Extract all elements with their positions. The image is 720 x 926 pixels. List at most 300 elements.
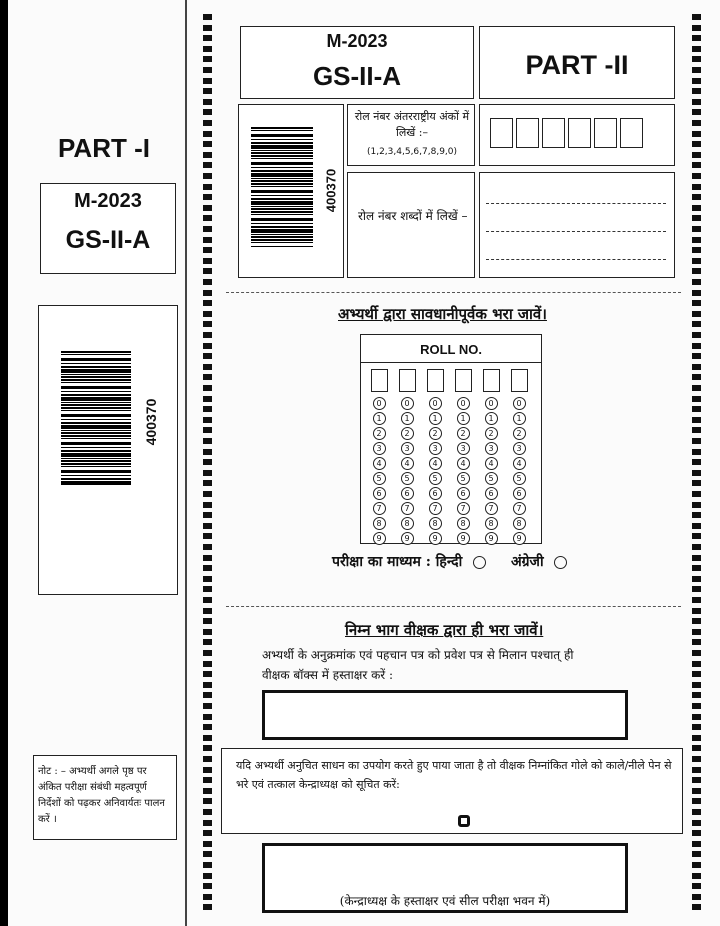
stub-barcode-number: 400370 [143, 398, 159, 446]
timing-mark [692, 714, 701, 720]
header-paper-code: GS-II-A [312, 61, 402, 91]
roll-bubble[interactable]: 8 [485, 517, 498, 530]
roll-bubble[interactable]: 2 [513, 427, 526, 440]
barcode-bar [251, 134, 313, 137]
stub-barcode [61, 351, 131, 486]
roll-bubble[interactable]: 1 [429, 412, 442, 425]
scan-edge-left [0, 0, 8, 926]
roll-digit-box[interactable] [594, 118, 617, 148]
barcode-bar [251, 239, 313, 241]
timing-mark [692, 321, 701, 327]
roll-bubble[interactable]: 3 [401, 442, 414, 455]
roll-digits-label: रोल नंबर अंतरराष्ट्रीय अंकों में लिखें :– [354, 110, 470, 139]
timing-mark [203, 798, 212, 804]
timing-mark [692, 247, 701, 253]
roll-bubble[interactable]: 6 [457, 487, 470, 500]
timing-mark [692, 353, 701, 359]
timing-mark [692, 618, 701, 624]
roll-bubble[interactable]: 0 [457, 397, 470, 410]
timing-mark [203, 491, 212, 497]
timing-mark [203, 830, 212, 836]
roll-digit-write-box[interactable] [455, 369, 472, 392]
roll-bubble[interactable]: 0 [401, 397, 414, 410]
roll-digit-box[interactable] [568, 118, 591, 148]
stub-code-box [40, 183, 176, 274]
timing-mark [692, 639, 701, 645]
roll-bubble[interactable]: 9 [401, 532, 414, 545]
invigilator-instruction: अभ्यर्थी के अनुक्रमांक एवं पहचान पत्र को प्रवेश पत्र से मिलान पश्चात् ही वीक्षक बॉक्स में हस्ताक्षर करें : [262, 648, 574, 682]
roll-bubble[interactable]: 0 [485, 397, 498, 410]
timing-mark [203, 502, 212, 508]
timing-mark [203, 735, 212, 741]
barcode-bar [61, 447, 131, 448]
barcode-bar [251, 186, 313, 187]
barcode-bar [61, 475, 131, 476]
roll-bubble[interactable]: 8 [373, 517, 386, 530]
timing-mark [203, 343, 212, 349]
barcode-bar [61, 430, 131, 431]
barcode-bar [251, 150, 313, 151]
barcode-bar [61, 422, 131, 424]
barcode-bar [61, 470, 131, 473]
roll-bubble[interactable]: 6 [485, 487, 498, 500]
medium-english-radio[interactable] [554, 556, 567, 569]
roll-bubble[interactable]: 5 [429, 472, 442, 485]
timing-mark [203, 597, 212, 603]
roll-bubble[interactable]: 4 [513, 457, 526, 470]
roll-bubble[interactable]: 3 [485, 442, 498, 455]
timing-mark [203, 841, 212, 847]
timing-mark [203, 131, 212, 137]
timing-mark [203, 35, 212, 41]
barcode-bar [61, 382, 131, 383]
barcode-bar [251, 130, 313, 131]
roll-words-entry-box[interactable] [479, 172, 675, 278]
timing-mark [203, 215, 212, 221]
barcode-bar [61, 407, 131, 409]
barcode-bar [61, 478, 131, 480]
timing-mark [203, 714, 212, 720]
roll-bubble[interactable]: 4 [485, 457, 498, 470]
barcode-bar [251, 208, 313, 210]
roll-words-label-box [347, 172, 475, 278]
barcode-bar [251, 183, 313, 185]
timing-mark [692, 311, 701, 317]
timing-mark [203, 544, 212, 550]
header-barcode-number: 400370 [323, 168, 339, 213]
barcode-bar [251, 178, 313, 179]
timing-mark [203, 237, 212, 243]
timing-mark [203, 555, 212, 561]
timing-mark [203, 904, 212, 910]
roll-bubble[interactable]: 9 [513, 532, 526, 545]
timing-mark [203, 374, 212, 380]
roll-bubble[interactable]: 5 [485, 472, 498, 485]
barcode-bar [61, 369, 131, 373]
timing-mark [203, 661, 212, 667]
stub-exam-code: M-2023 [74, 190, 142, 212]
roll-bubble[interactable]: 7 [401, 502, 414, 515]
barcode-bar [251, 170, 313, 172]
timing-mark [203, 205, 212, 211]
timing-mark [203, 396, 212, 402]
invigilator-signature-box[interactable] [262, 690, 628, 740]
barcode-bar [251, 180, 313, 182]
timing-mark [692, 820, 701, 826]
timing-mark [203, 184, 212, 190]
timing-mark [692, 841, 701, 847]
timing-mark [203, 777, 212, 783]
roll-bubble[interactable]: 8 [513, 517, 526, 530]
stub-paper-code: GS-II-A [65, 226, 151, 254]
timing-mark [203, 756, 212, 762]
timing-mark [692, 862, 701, 868]
roll-bubble[interactable]: 0 [373, 397, 386, 410]
timing-mark [692, 78, 701, 84]
timing-mark [203, 639, 212, 645]
roll-bubble[interactable]: 8 [457, 517, 470, 530]
timing-mark [203, 162, 212, 168]
barcode-bar [251, 218, 313, 221]
timing-mark [692, 597, 701, 603]
timing-mark [692, 756, 701, 762]
timing-mark [203, 78, 212, 84]
roll-bubble[interactable]: 1 [513, 412, 526, 425]
roll-grid-title: ROLL NO. [420, 342, 482, 357]
stub-barcode-box [38, 305, 178, 595]
timing-mark [692, 650, 701, 656]
header-part-box [479, 26, 675, 99]
stub-note-box [33, 755, 177, 840]
timing-mark [692, 237, 701, 243]
timing-mark [692, 364, 701, 370]
roll-bubble[interactable]: 9 [485, 532, 498, 545]
unfair-means-box [221, 748, 683, 834]
roll-bubble[interactable]: 2 [429, 427, 442, 440]
timing-mark [203, 692, 212, 698]
timing-mark [203, 364, 212, 370]
stub-part-label: PART -I [58, 133, 150, 163]
timing-mark [692, 788, 701, 794]
roll-bubble[interactable]: 7 [513, 502, 526, 515]
roll-bubble[interactable]: 3 [513, 442, 526, 455]
barcode-bar [61, 374, 131, 375]
timing-mark [692, 300, 701, 306]
timing-mark [203, 883, 212, 889]
timing-mark [692, 343, 701, 349]
roll-bubble[interactable]: 9 [457, 532, 470, 545]
timing-mark [692, 830, 701, 836]
timing-mark [203, 406, 212, 412]
roll-bubble[interactable]: 5 [513, 472, 526, 485]
barcode-bar [251, 167, 313, 168]
barcode-bar [61, 351, 131, 353]
barcode-bar [251, 158, 313, 159]
roll-bubble[interactable]: 7 [457, 502, 470, 515]
roll-digit-column [508, 369, 530, 547]
roll-digit-write-box[interactable] [483, 369, 500, 392]
barcode-bar [61, 402, 131, 403]
barcode-bar [251, 155, 313, 157]
roll-bubble[interactable]: 3 [457, 442, 470, 455]
header-barcode-box [238, 104, 344, 278]
roll-digit-column [452, 369, 474, 547]
barcode-bar [251, 139, 313, 140]
timing-mark [692, 194, 701, 200]
timing-mark [203, 724, 212, 730]
timing-mark [692, 809, 701, 815]
barcode-bar [251, 246, 313, 247]
stub-note-text: नोट : – अभ्यर्थी अगले पृष्ठ पर अंकित परीक्षा संबंधी महत्वपूर्ण निर्देशों को पढ़कर अनिवार्यतः पालन करें । [38, 766, 165, 825]
roll-bubble[interactable]: 1 [373, 412, 386, 425]
roll-bubble-columns [368, 369, 530, 547]
roll-bubble[interactable]: 1 [457, 412, 470, 425]
timing-mark [203, 279, 212, 285]
timing-mark [203, 480, 212, 486]
roll-digit-write-box[interactable] [371, 369, 388, 392]
timing-mark [203, 459, 212, 465]
roll-bubble[interactable]: 9 [373, 532, 386, 545]
timing-mark [692, 162, 701, 168]
roll-bubble[interactable]: 0 [429, 397, 442, 410]
timing-mark [692, 427, 701, 433]
roll-bubble[interactable]: 7 [429, 502, 442, 515]
barcode-bar [61, 376, 131, 378]
roll-bubble[interactable]: 6 [401, 487, 414, 500]
roll-bubble[interactable]: 4 [401, 457, 414, 470]
roll-bubble[interactable]: 0 [513, 397, 526, 410]
roll-bubble[interactable]: 1 [485, 412, 498, 425]
timing-mark [692, 661, 701, 667]
barcode-bar [251, 142, 313, 144]
roll-bubble[interactable]: 8 [401, 517, 414, 530]
roll-digits-entry-box [479, 104, 675, 166]
roll-digit-box[interactable] [516, 118, 539, 148]
perforation-line [185, 0, 187, 926]
timing-mark [203, 523, 212, 529]
barcode-bar [251, 127, 313, 129]
barcode-bar [251, 190, 313, 193]
roll-bubble[interactable]: 2 [457, 427, 470, 440]
timing-mark [203, 25, 212, 31]
timing-mark [692, 268, 701, 274]
timing-mark [692, 258, 701, 264]
timing-mark [692, 141, 701, 147]
roll-bubble[interactable]: 4 [457, 457, 470, 470]
timing-mark [203, 438, 212, 444]
barcode-bar [61, 404, 131, 406]
timing-mark [692, 226, 701, 232]
timing-mark [203, 608, 212, 614]
barcode-bar [61, 358, 131, 361]
barcode-bar [61, 450, 131, 452]
roll-digits-hint: (1,2,3,4,5,6,7,8,9,0) [366, 147, 458, 157]
superintendent-signature-box[interactable] [262, 843, 628, 913]
barcode-bar [61, 366, 131, 368]
barcode-bar [61, 453, 131, 457]
timing-mark [692, 25, 701, 31]
timing-mark [692, 374, 701, 380]
timing-mark [692, 131, 701, 137]
timing-mark [692, 417, 701, 423]
timing-mark [203, 311, 212, 317]
timing-mark [692, 576, 701, 582]
timing-mark [203, 247, 212, 253]
timing-mark [203, 533, 212, 539]
unfair-means-bubble[interactable] [458, 815, 470, 827]
roll-digit-write-box[interactable] [399, 369, 416, 392]
roll-bubble[interactable]: 4 [429, 457, 442, 470]
invigilator-heading: निम्न भाग वीक्षक द्वारा ही भरा जावें। [345, 621, 544, 639]
timing-mark [692, 396, 701, 402]
roll-words-line [486, 259, 666, 260]
barcode-bar [61, 414, 131, 417]
timing-mark [692, 904, 701, 910]
roll-digit-column [396, 369, 418, 547]
timing-mark [203, 14, 212, 20]
barcode-bar [251, 242, 313, 243]
roll-bubble[interactable]: 6 [513, 487, 526, 500]
roll-bubble[interactable]: 3 [429, 442, 442, 455]
unfair-means-text: यदि अभ्यर्थी अनुचित साधन का उपयोग करते हुए पाया जाता है तो वीक्षक निम्नांकित गोले को काले/नीले पेन से भरे एवं तत्काल केन्द्राध्यक्ष को सूचित करें: [236, 759, 672, 791]
timing-mark [692, 449, 701, 455]
timing-mark [203, 671, 212, 677]
roll-bubble[interactable]: 2 [401, 427, 414, 440]
roll-bubble[interactable]: 4 [373, 457, 386, 470]
roll-bubble[interactable]: 9 [429, 532, 442, 545]
timing-mark [203, 152, 212, 158]
roll-bubble[interactable]: 8 [429, 517, 442, 530]
barcode-bar [251, 162, 313, 165]
timing-mark [203, 512, 212, 518]
timing-mark [203, 576, 212, 582]
timing-mark [692, 629, 701, 635]
timing-mark [692, 544, 701, 550]
roll-bubble[interactable]: 3 [373, 442, 386, 455]
timing-mark [203, 449, 212, 455]
roll-words-line [486, 203, 666, 204]
barcode-bar [251, 173, 313, 177]
timing-mark [203, 321, 212, 327]
timing-mark [692, 735, 701, 741]
barcode-bar [61, 386, 131, 389]
timing-mark [692, 502, 701, 508]
roll-bubble[interactable]: 7 [373, 502, 386, 515]
timing-mark [203, 820, 212, 826]
timing-mark [692, 491, 701, 497]
roll-digit-write-box[interactable] [427, 369, 444, 392]
barcode-bar [251, 211, 313, 213]
timing-mark [692, 777, 701, 783]
roll-digit-column [424, 369, 446, 547]
timing-mark [203, 109, 212, 115]
roll-bubble[interactable]: 5 [373, 472, 386, 485]
section-divider [226, 606, 681, 607]
timing-mark [203, 141, 212, 147]
barcode-bar [61, 394, 131, 396]
roll-bubble[interactable]: 7 [485, 502, 498, 515]
medium-hindi-radio[interactable] [473, 556, 486, 569]
medium-english-label: अंग्रेजी [510, 554, 544, 570]
timing-mark [203, 618, 212, 624]
roll-digit-box[interactable] [490, 118, 513, 148]
roll-digit-box[interactable] [542, 118, 565, 148]
barcode-bar [251, 214, 313, 215]
barcode-bar [61, 419, 131, 420]
timing-mark [692, 724, 701, 730]
timing-mark [692, 14, 701, 20]
timing-mark [692, 67, 701, 73]
timing-mark [692, 290, 701, 296]
timing-mark [203, 894, 212, 900]
timing-mark [692, 894, 701, 900]
timing-mark [203, 290, 212, 296]
timing-mark [692, 565, 701, 571]
timing-mark [692, 533, 701, 539]
timing-mark [692, 767, 701, 773]
barcode-bar [61, 460, 131, 462]
timing-mark [692, 470, 701, 476]
roll-bubble[interactable]: 5 [401, 472, 414, 485]
barcode-bar [251, 223, 313, 224]
timing-mark [203, 851, 212, 857]
roll-digit-write-box[interactable] [511, 369, 528, 392]
timing-mark [692, 671, 701, 677]
roll-bubble[interactable]: 6 [373, 487, 386, 500]
timing-mark [203, 88, 212, 94]
header-barcode [251, 127, 321, 247]
timing-mark [692, 385, 701, 391]
header-part-label: PART -II [525, 50, 629, 80]
timing-mark [692, 88, 701, 94]
timing-mark [692, 184, 701, 190]
timing-mark [692, 120, 701, 126]
barcode-bar [61, 466, 131, 467]
roll-bubble[interactable]: 5 [457, 472, 470, 485]
timing-mark [692, 883, 701, 889]
timing-mark [692, 555, 701, 561]
timing-mark [203, 745, 212, 751]
barcode-bar [61, 481, 131, 485]
timing-mark [203, 427, 212, 433]
barcode-bar [61, 425, 131, 429]
roll-words-line [486, 231, 666, 232]
barcode-bar [251, 206, 313, 207]
roll-bubble[interactable]: 2 [373, 427, 386, 440]
barcode-bar [61, 391, 131, 392]
roll-bubble[interactable]: 2 [485, 427, 498, 440]
timing-mark [692, 215, 701, 221]
roll-bubble[interactable]: 6 [429, 487, 442, 500]
section-divider [226, 292, 681, 293]
timing-mark [203, 67, 212, 73]
timing-mark [203, 332, 212, 338]
timing-mark [692, 35, 701, 41]
timing-mark [203, 767, 212, 773]
timing-mark [692, 692, 701, 698]
roll-digit-boxes [490, 118, 646, 152]
timing-mark [692, 46, 701, 52]
barcode-bar [61, 435, 131, 437]
timing-mark [203, 300, 212, 306]
timing-mark [203, 353, 212, 359]
barcode-bar [251, 201, 313, 205]
timing-mark [692, 173, 701, 179]
timing-mark [203, 268, 212, 274]
roll-digit-box[interactable] [620, 118, 643, 148]
roll-bubble[interactable]: 1 [401, 412, 414, 425]
timing-mark [203, 629, 212, 635]
